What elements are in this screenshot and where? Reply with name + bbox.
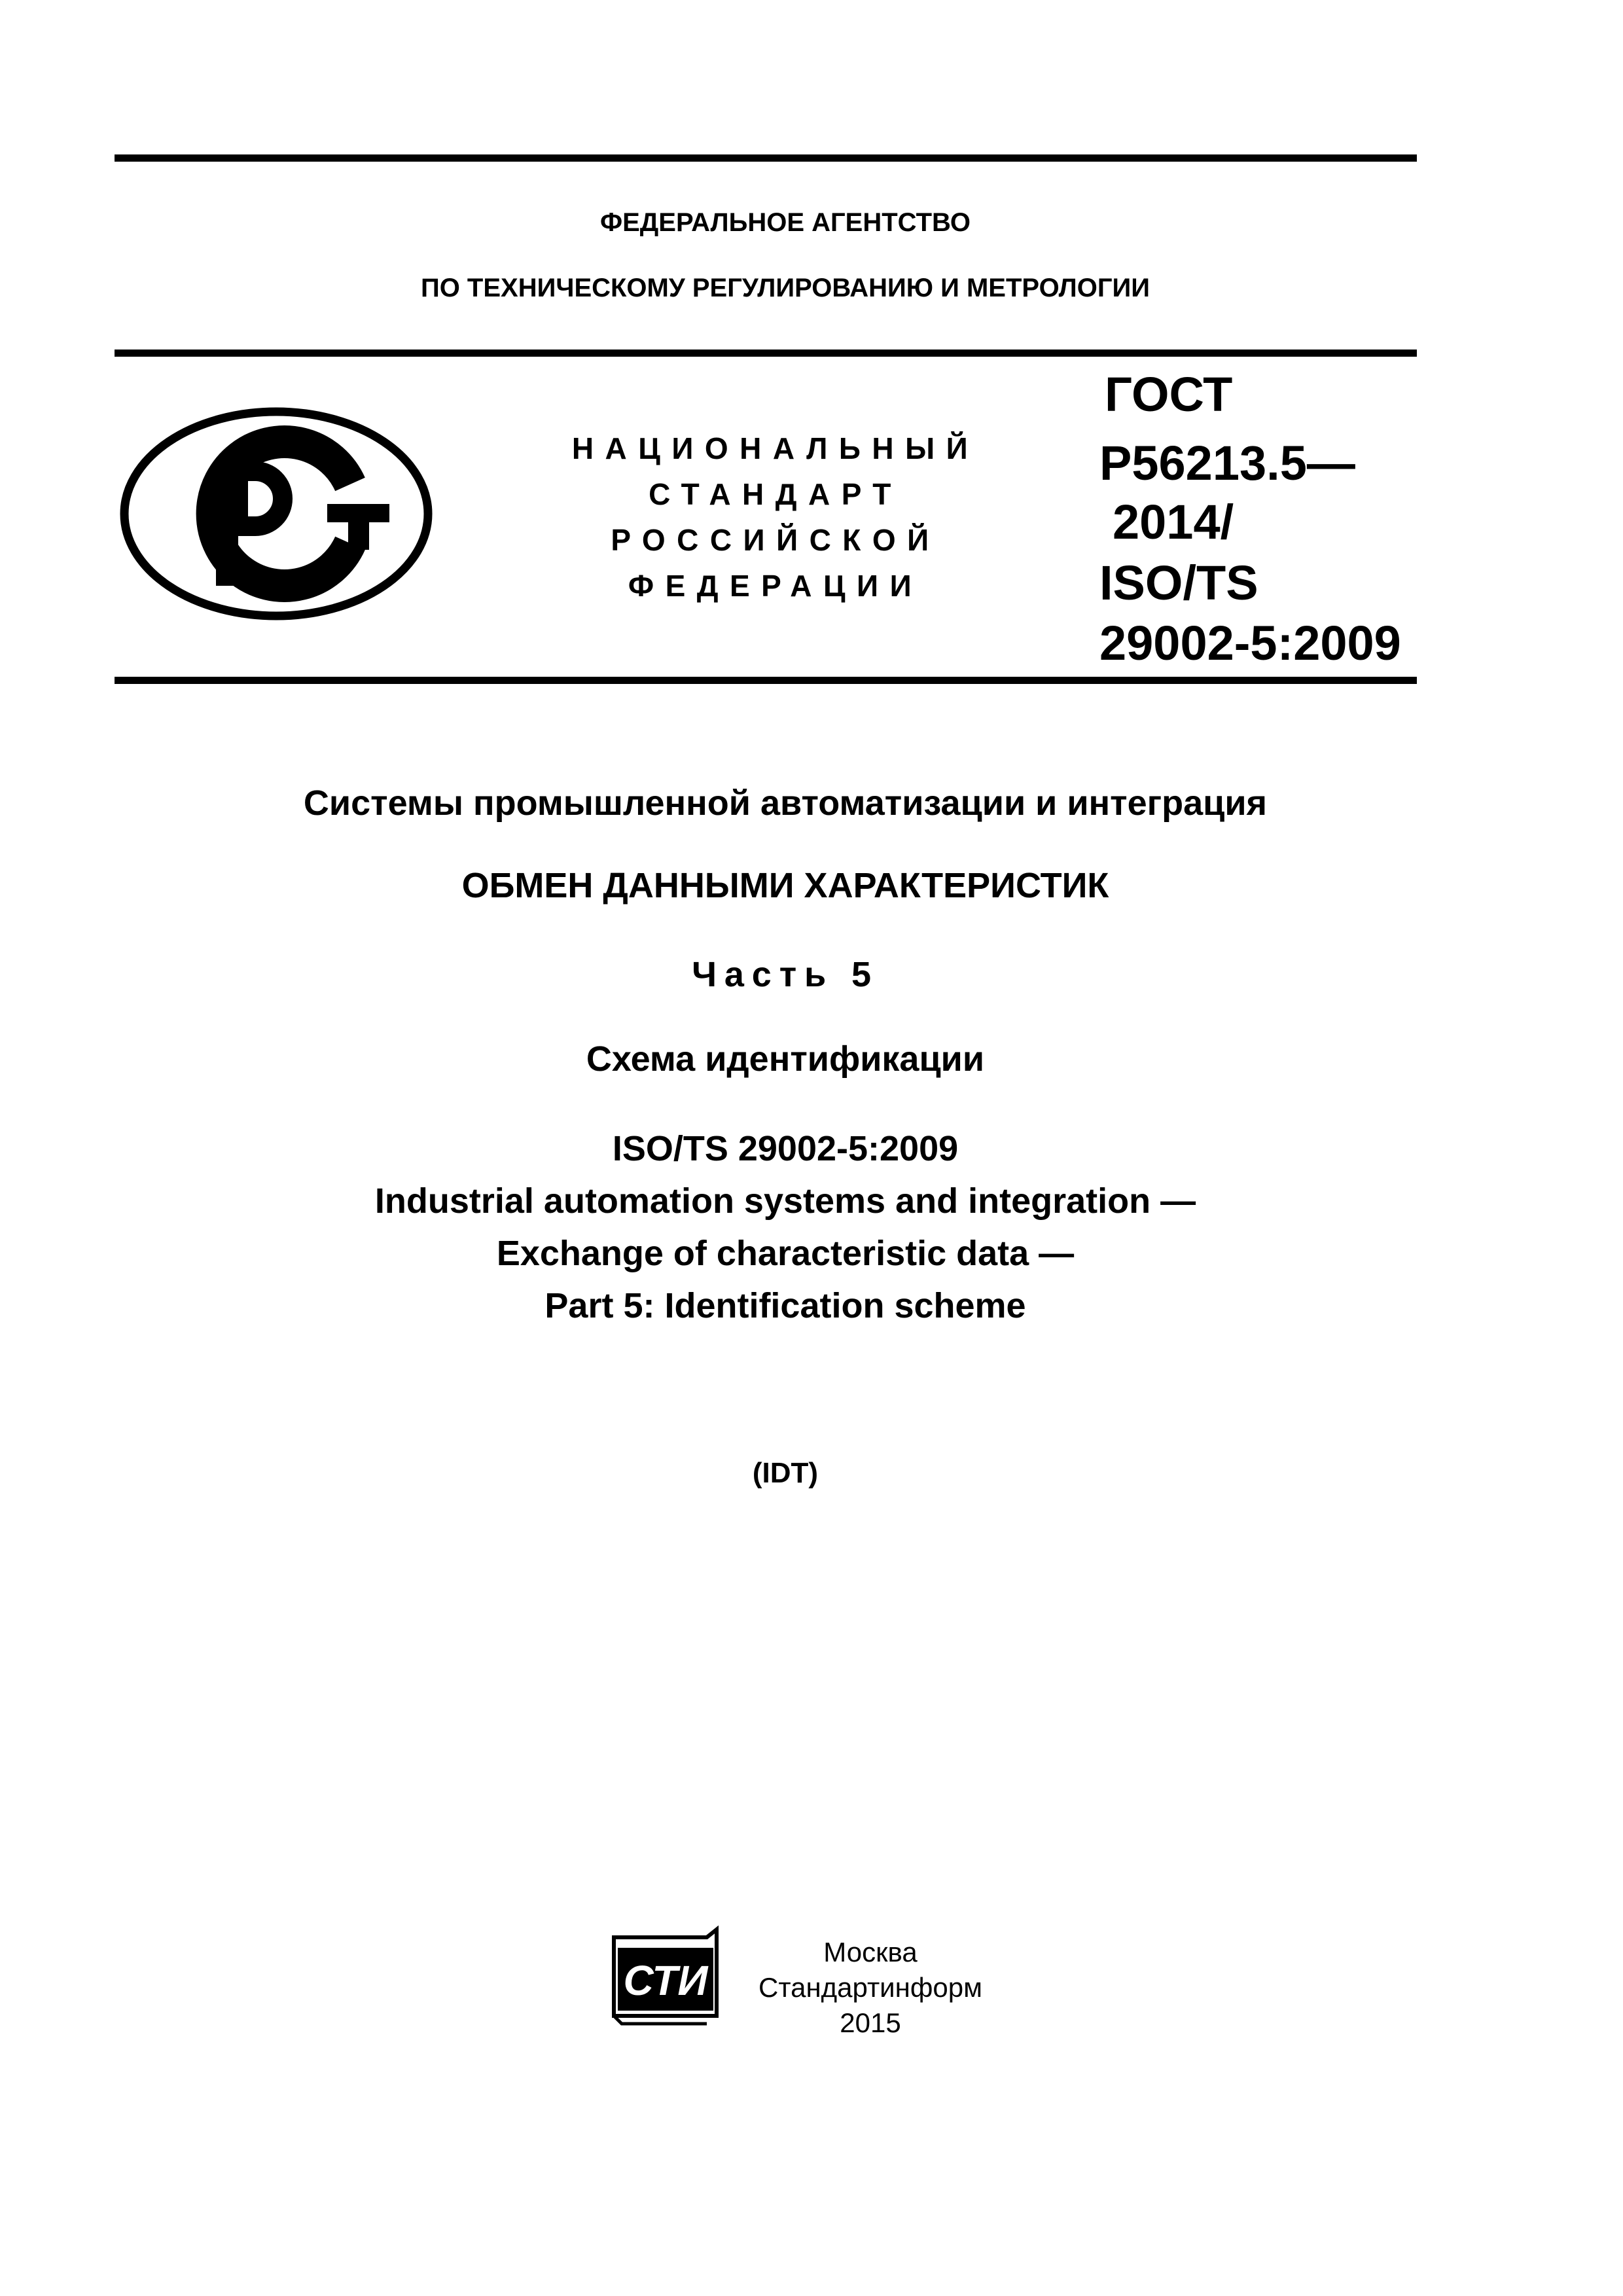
publisher-logo bbox=[609, 1924, 721, 2029]
designation-line-5: 29002-5:2009 bbox=[1099, 616, 1401, 670]
publisher-year: 2015 bbox=[840, 2007, 901, 2038]
title-en-line-1: ISO/TS 29002-5:2009 bbox=[612, 1129, 959, 1168]
title-ru-main: Системы промышленной автоматизации и интеграция bbox=[303, 783, 1268, 823]
title-ru-part: Часть 5 bbox=[692, 955, 879, 994]
standard-type-line-2: СТАНДАРТ bbox=[649, 477, 902, 511]
designation-line-1: ГОСТ bbox=[1105, 367, 1233, 422]
title-en-line-2: Industrial automation systems and integration — bbox=[374, 1181, 1196, 1221]
top-rule bbox=[115, 154, 1417, 162]
title-en-line-4: Part 5: Identification scheme bbox=[544, 1286, 1026, 1325]
title-block-rule bbox=[115, 677, 1417, 684]
header-rule bbox=[115, 350, 1417, 357]
agency-line-1: ФЕДЕРАЛЬНОЕ АГЕНТСТВО bbox=[599, 208, 971, 237]
rst-logo bbox=[118, 406, 435, 622]
publisher-name: Стандартинформ bbox=[758, 1972, 982, 2003]
standard-type-line-1: НАЦИОНАЛЬНЫЙ bbox=[571, 431, 980, 465]
publisher-logo-text: СТИ bbox=[623, 1957, 708, 2004]
agency-line-2: ПО ТЕХНИЧЕСКОМУ РЕГУЛИРОВАНИЮ И МЕТРОЛОГИИ bbox=[420, 274, 1150, 302]
rst-logo-graphic bbox=[118, 406, 435, 622]
designation-line-3: 2014/ bbox=[1113, 495, 1234, 549]
designation-line-4: ISO/TS bbox=[1099, 556, 1258, 610]
publisher-city: Москва bbox=[823, 1937, 918, 1967]
title-ru-part-title: Схема идентификации bbox=[586, 1039, 985, 1079]
standartinform-logo-graphic bbox=[609, 1924, 721, 2029]
standard-type-line-3: РОССИЙСКОЙ bbox=[611, 523, 940, 557]
title-ru-sub: ОБМЕН ДАННЫМИ ХАРАКТЕРИСТИК bbox=[461, 866, 1109, 905]
equivalence-label: (IDT) bbox=[752, 1457, 819, 1489]
designation-line-2: Р56213.5— bbox=[1099, 436, 1355, 490]
title-en-line-3: Exchange of characteristic data — bbox=[496, 1234, 1075, 1273]
standard-type-line-4: ФЕДЕРАЦИИ bbox=[628, 569, 923, 603]
